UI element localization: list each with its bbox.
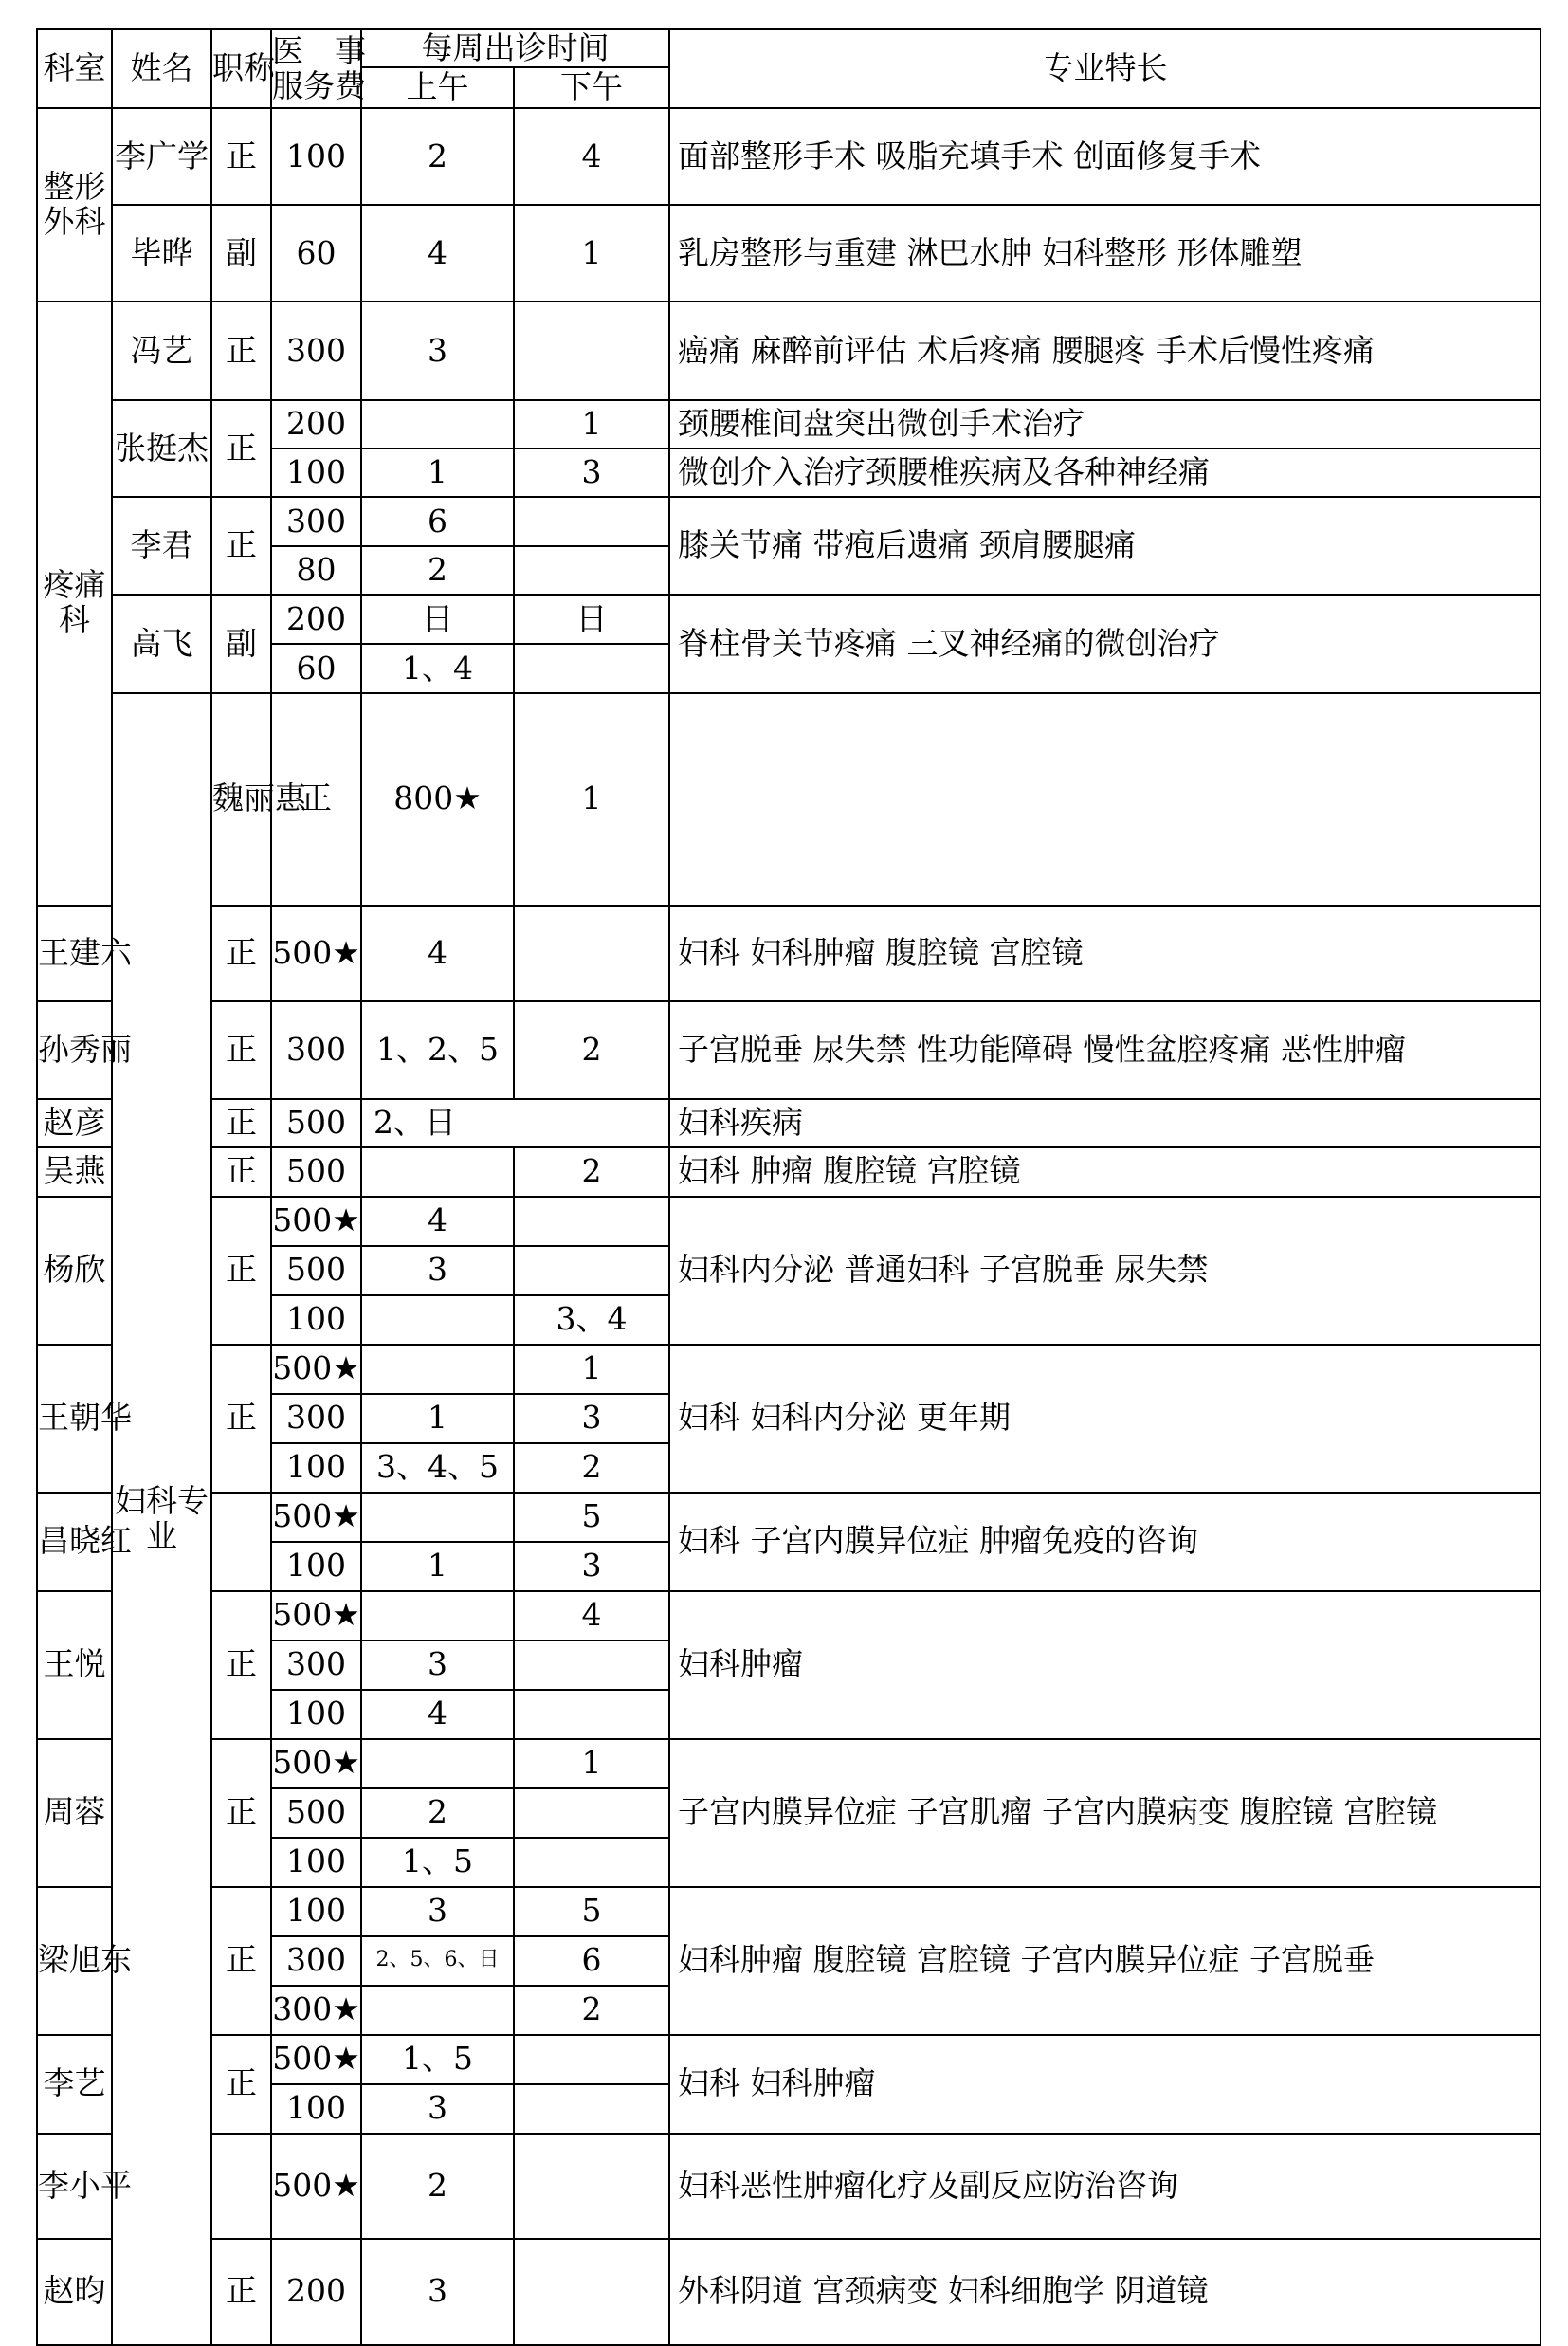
am-days: 3 — [361, 2084, 514, 2134]
fee: 300 — [271, 302, 361, 400]
fee: 300 — [271, 1394, 361, 1443]
fee: 500★ — [271, 2035, 361, 2084]
doctor-title: 正 — [211, 108, 271, 205]
am-days: 3 — [361, 1640, 514, 1690]
pm-days — [514, 1690, 669, 1739]
pm-days — [514, 2239, 669, 2345]
table-row — [37, 1493, 1541, 1542]
doctor-title: 正 — [211, 1345, 271, 1493]
specialty: 微创介入治疗颈腰椎疾病及各种神经痛 — [669, 449, 1541, 497]
pm-days — [514, 906, 669, 1001]
fee: 500 — [271, 1147, 361, 1197]
doctor-name: 李广学 — [112, 108, 211, 205]
specialty: 妇科 子宫内膜异位症 肿瘤免疫的咨询 — [669, 1493, 1541, 1591]
am-days: 1、5 — [361, 2035, 514, 2084]
fee: 200 — [271, 400, 361, 449]
fee: 500★ — [271, 1493, 361, 1542]
specialty: 癌痛 麻醉前评估 术后疼痛 腰腿疼 手术后慢性疼痛 — [669, 302, 1541, 400]
pm-days: 5 — [514, 1493, 669, 1542]
doctor-name: 李君 — [112, 497, 211, 595]
am-days: 2 — [361, 2134, 514, 2239]
am-days: 2 — [361, 108, 514, 205]
doctor-title: 正 — [211, 1591, 271, 1739]
fee: 500★ — [271, 1739, 361, 1788]
fee: 300 — [271, 1640, 361, 1690]
doctor-name: 高飞 — [112, 595, 211, 693]
table-row — [37, 2239, 1541, 2345]
table-row — [37, 400, 1541, 449]
table-row — [37, 595, 1541, 644]
doctor-name: 赵彦 — [37, 1099, 112, 1147]
table-row — [37, 1591, 1541, 1640]
am-days: 4 — [361, 906, 514, 1001]
doctor-name: 王朝华 — [37, 1345, 112, 1493]
fee: 500 — [271, 1099, 361, 1147]
fee: 100 — [271, 1887, 361, 1936]
am-days — [361, 1345, 514, 1394]
specialty: 妇科恶性肿瘤化疗及副反应防治咨询 — [669, 2134, 1541, 2239]
fee: 80 — [271, 546, 361, 595]
table-row — [37, 1197, 1541, 1246]
am-days: 2、5、6、日 — [361, 1936, 514, 1986]
doctor-name: 魏丽惠 — [211, 693, 271, 906]
am-days — [361, 1591, 514, 1640]
doctor-name: 冯艺 — [112, 302, 211, 400]
fee: 300★ — [271, 1986, 361, 2035]
specialty: 妇科 妇科内分泌 更年期 — [669, 1345, 1541, 1493]
am-days: 日 — [361, 595, 514, 644]
fee: 200 — [271, 2239, 361, 2345]
clinic-schedule-table — [36, 28, 1541, 2346]
doctor-name: 周蓉 — [37, 1739, 112, 1887]
pm-days — [514, 1838, 669, 1887]
doctor-name: 昌晓红 — [37, 1493, 112, 1591]
fee: 60 — [271, 205, 361, 302]
pm-days — [514, 1246, 669, 1295]
am-days — [361, 1147, 514, 1197]
fee: 500★ — [271, 2134, 361, 2239]
doctor-name: 王悦 — [37, 1591, 112, 1739]
table-row — [37, 497, 1541, 546]
am-days — [361, 1986, 514, 2035]
table-row — [37, 205, 1541, 302]
am-days: 4 — [361, 1197, 514, 1246]
am-days: 6 — [361, 497, 514, 546]
doctor-name: 张挺杰 — [112, 400, 211, 497]
header-fee — [271, 29, 366, 108]
fee: 500 — [271, 1788, 361, 1838]
table-row — [37, 1345, 1541, 1394]
fee: 60 — [271, 644, 361, 693]
header-fee-line2: 服务费 — [272, 66, 366, 104]
pm-days — [514, 2035, 669, 2084]
pm-days — [514, 2134, 669, 2239]
am-days: 1、5 — [361, 1838, 514, 1887]
pm-days — [514, 2084, 669, 2134]
doctor-title — [211, 1493, 271, 1591]
am-days — [361, 400, 514, 449]
am-days — [361, 1739, 514, 1788]
doctor-name: 梁旭东 — [37, 1887, 112, 2035]
specialty: 子宫脱垂 尿失禁 性功能障碍 慢性盆腔疼痛 恶性肿瘤 — [669, 1001, 1541, 1099]
pm-days: 1 — [514, 1345, 669, 1394]
doctor-title: 正 — [211, 1001, 271, 1099]
specialty: 乳房整形与重建 淋巴水肿 妇科整形 形体雕塑 — [669, 205, 1541, 302]
doctor-name: 吴燕 — [37, 1147, 112, 1197]
pm-days: 1 — [514, 1739, 669, 1788]
doctor-title: 副 — [211, 595, 271, 693]
pm-days — [514, 302, 669, 400]
fee: 100 — [271, 1295, 361, 1345]
am-days: 1 — [361, 1394, 514, 1443]
fee: 100 — [271, 1443, 361, 1493]
pm-days: 3 — [514, 449, 669, 497]
am-days: 1 — [361, 1542, 514, 1591]
header-name: 姓名 — [112, 29, 211, 108]
doctor-name: 王建六 — [37, 906, 112, 1001]
am-days: 4 — [361, 205, 514, 302]
doctor-title: 正 — [211, 1147, 271, 1197]
fee: 100 — [271, 449, 361, 497]
fee: 500★ — [271, 1197, 361, 1246]
doctor-title: 正 — [211, 302, 271, 400]
pm-days — [514, 1640, 669, 1690]
specialty: 妇科 妇科肿瘤 — [669, 2035, 1541, 2134]
header-am: 上午 — [361, 67, 514, 108]
specialty: 面部整形手术 吸脂充填手术 创面修复手术 — [669, 108, 1541, 205]
doctor-title: 正 — [211, 400, 271, 497]
am-days: 2、日 — [361, 1099, 669, 1147]
table-row — [37, 906, 1541, 1001]
pm-days: 4 — [514, 1591, 669, 1640]
am-days: 3 — [361, 302, 514, 400]
dept-pain: 疼痛科 — [37, 302, 112, 906]
fee: 100 — [271, 1690, 361, 1739]
pm-days: 3 — [514, 1394, 669, 1443]
am-days: 4 — [361, 1690, 514, 1739]
am-days: 3 — [361, 2239, 514, 2345]
doctor-name: 孙秀丽 — [37, 1001, 112, 1099]
pm-days — [514, 1788, 669, 1838]
specialty: 妇科内分泌 普通妇科 子宫脱垂 尿失禁 — [669, 1197, 1541, 1345]
am-days: 1 — [514, 693, 669, 906]
pm-days: 6 — [514, 1936, 669, 1986]
doctor-title: 正 — [211, 497, 271, 595]
specialty: 妇科肿瘤 — [669, 1591, 1541, 1739]
specialty: 脊柱骨关节疼痛 三叉神经痛的微创治疗 — [669, 595, 1541, 693]
doctor-title: 正 — [211, 906, 271, 1001]
pm-days: 2 — [514, 1986, 669, 2035]
fee: 800★ — [361, 693, 514, 906]
fee: 500★ — [271, 1345, 361, 1394]
am-days: 3 — [361, 1246, 514, 1295]
am-days — [361, 1493, 514, 1542]
pm-days — [514, 1197, 669, 1246]
fee: 200 — [271, 595, 361, 644]
doctor-name: 李艺 — [37, 2035, 112, 2134]
fee: 500 — [271, 1246, 361, 1295]
fee: 100 — [271, 1838, 361, 1887]
table-row — [37, 2035, 1541, 2084]
table-row — [37, 2134, 1541, 2239]
dept-plastic: 整形外科 — [37, 108, 112, 302]
am-days: 3、4、5 — [361, 1443, 514, 1493]
pm-days: 3 — [514, 1542, 669, 1591]
doctor-title — [211, 2134, 271, 2239]
specialty: 妇科 妇科肿瘤 腹腔镜 宫腔镜 — [669, 906, 1541, 1001]
specialty: 妇科疾病 — [669, 1099, 1541, 1147]
pm-days: 1 — [514, 205, 669, 302]
pm-days: 2 — [514, 1147, 669, 1197]
pm-days: 3、4 — [514, 1295, 669, 1345]
doctor-title: 正 — [271, 693, 361, 906]
header-title: 职称 — [211, 29, 271, 108]
specialty: 颈腰椎间盘突出微创手术治疗 — [669, 400, 1541, 449]
am-days: 3 — [361, 1887, 514, 1936]
specialty: 子宫内膜异位症 子宫肌瘤 子宫内膜病变 腹腔镜 宫腔镜 — [669, 1739, 1541, 1887]
doctor-name: 赵昀 — [37, 2239, 112, 2345]
table-row — [37, 1147, 1541, 1197]
pm-days: 4 — [514, 108, 669, 205]
doctor-title: 正 — [211, 1887, 271, 2035]
am-days: 1、2、5 — [361, 1001, 514, 1099]
header-pm: 下午 — [514, 67, 669, 108]
doctor-title: 正 — [211, 1197, 271, 1345]
fee: 300 — [271, 497, 361, 546]
fee: 500★ — [271, 906, 361, 1001]
header-weekly: 每周出诊时间 — [361, 29, 669, 67]
fee: 100 — [271, 1542, 361, 1591]
specialty: 外科阴道 宫颈病变 妇科细胞学 阴道镜 — [669, 2239, 1541, 2345]
specialty: 妇科 肿瘤 腹腔镜 宫腔镜 — [669, 1147, 1541, 1197]
table-row — [37, 1739, 1541, 1788]
doctor-name: 李小平 — [37, 2134, 112, 2239]
pm-days: 日 — [514, 595, 669, 644]
fee: 500★ — [271, 1591, 361, 1640]
pm-days — [514, 546, 669, 595]
pm-days: 2 — [514, 1443, 669, 1493]
header-fee-line1: 医 事 — [272, 31, 366, 69]
fee: 100 — [271, 2084, 361, 2134]
dept-gyn: 妇科专业 — [112, 693, 211, 2345]
am-days: 2 — [361, 1788, 514, 1838]
doctor-title: 正 — [211, 1099, 271, 1147]
pm-days: 2 — [514, 1001, 669, 1099]
pm-days — [514, 497, 669, 546]
pm-days — [514, 644, 669, 693]
header-specialty: 专业特长 — [669, 29, 1541, 108]
am-days: 2 — [361, 546, 514, 595]
fee: 100 — [271, 108, 361, 205]
header-dept: 科室 — [37, 29, 112, 108]
doctor-title: 正 — [211, 2035, 271, 2134]
doctor-name: 杨欣 — [37, 1197, 112, 1345]
pm-days — [669, 693, 1541, 906]
am-days: 1、4 — [361, 644, 514, 693]
pm-days: 1 — [514, 400, 669, 449]
doctor-name: 毕晔 — [112, 205, 211, 302]
doctor-title: 正 — [211, 2239, 271, 2345]
doctor-title: 副 — [211, 205, 271, 302]
doctor-title: 正 — [211, 1739, 271, 1887]
fee: 300 — [271, 1936, 361, 1986]
table-row — [37, 1001, 1541, 1099]
specialty: 妇科肿瘤 腹腔镜 宫腔镜 子宫内膜异位症 子宫脱垂 — [669, 1887, 1541, 2035]
table-row — [37, 302, 1541, 400]
pm-days: 5 — [514, 1887, 669, 1936]
table-row — [37, 1099, 1541, 1147]
table-row — [37, 693, 1541, 906]
fee: 300 — [271, 1001, 361, 1099]
am-days: 1 — [361, 449, 514, 497]
table-row — [37, 1887, 1541, 1936]
specialty: 膝关节痛 带疱后遗痛 颈肩腰腿痛 — [669, 497, 1541, 595]
am-days — [361, 1295, 514, 1345]
table-row — [37, 108, 1541, 205]
